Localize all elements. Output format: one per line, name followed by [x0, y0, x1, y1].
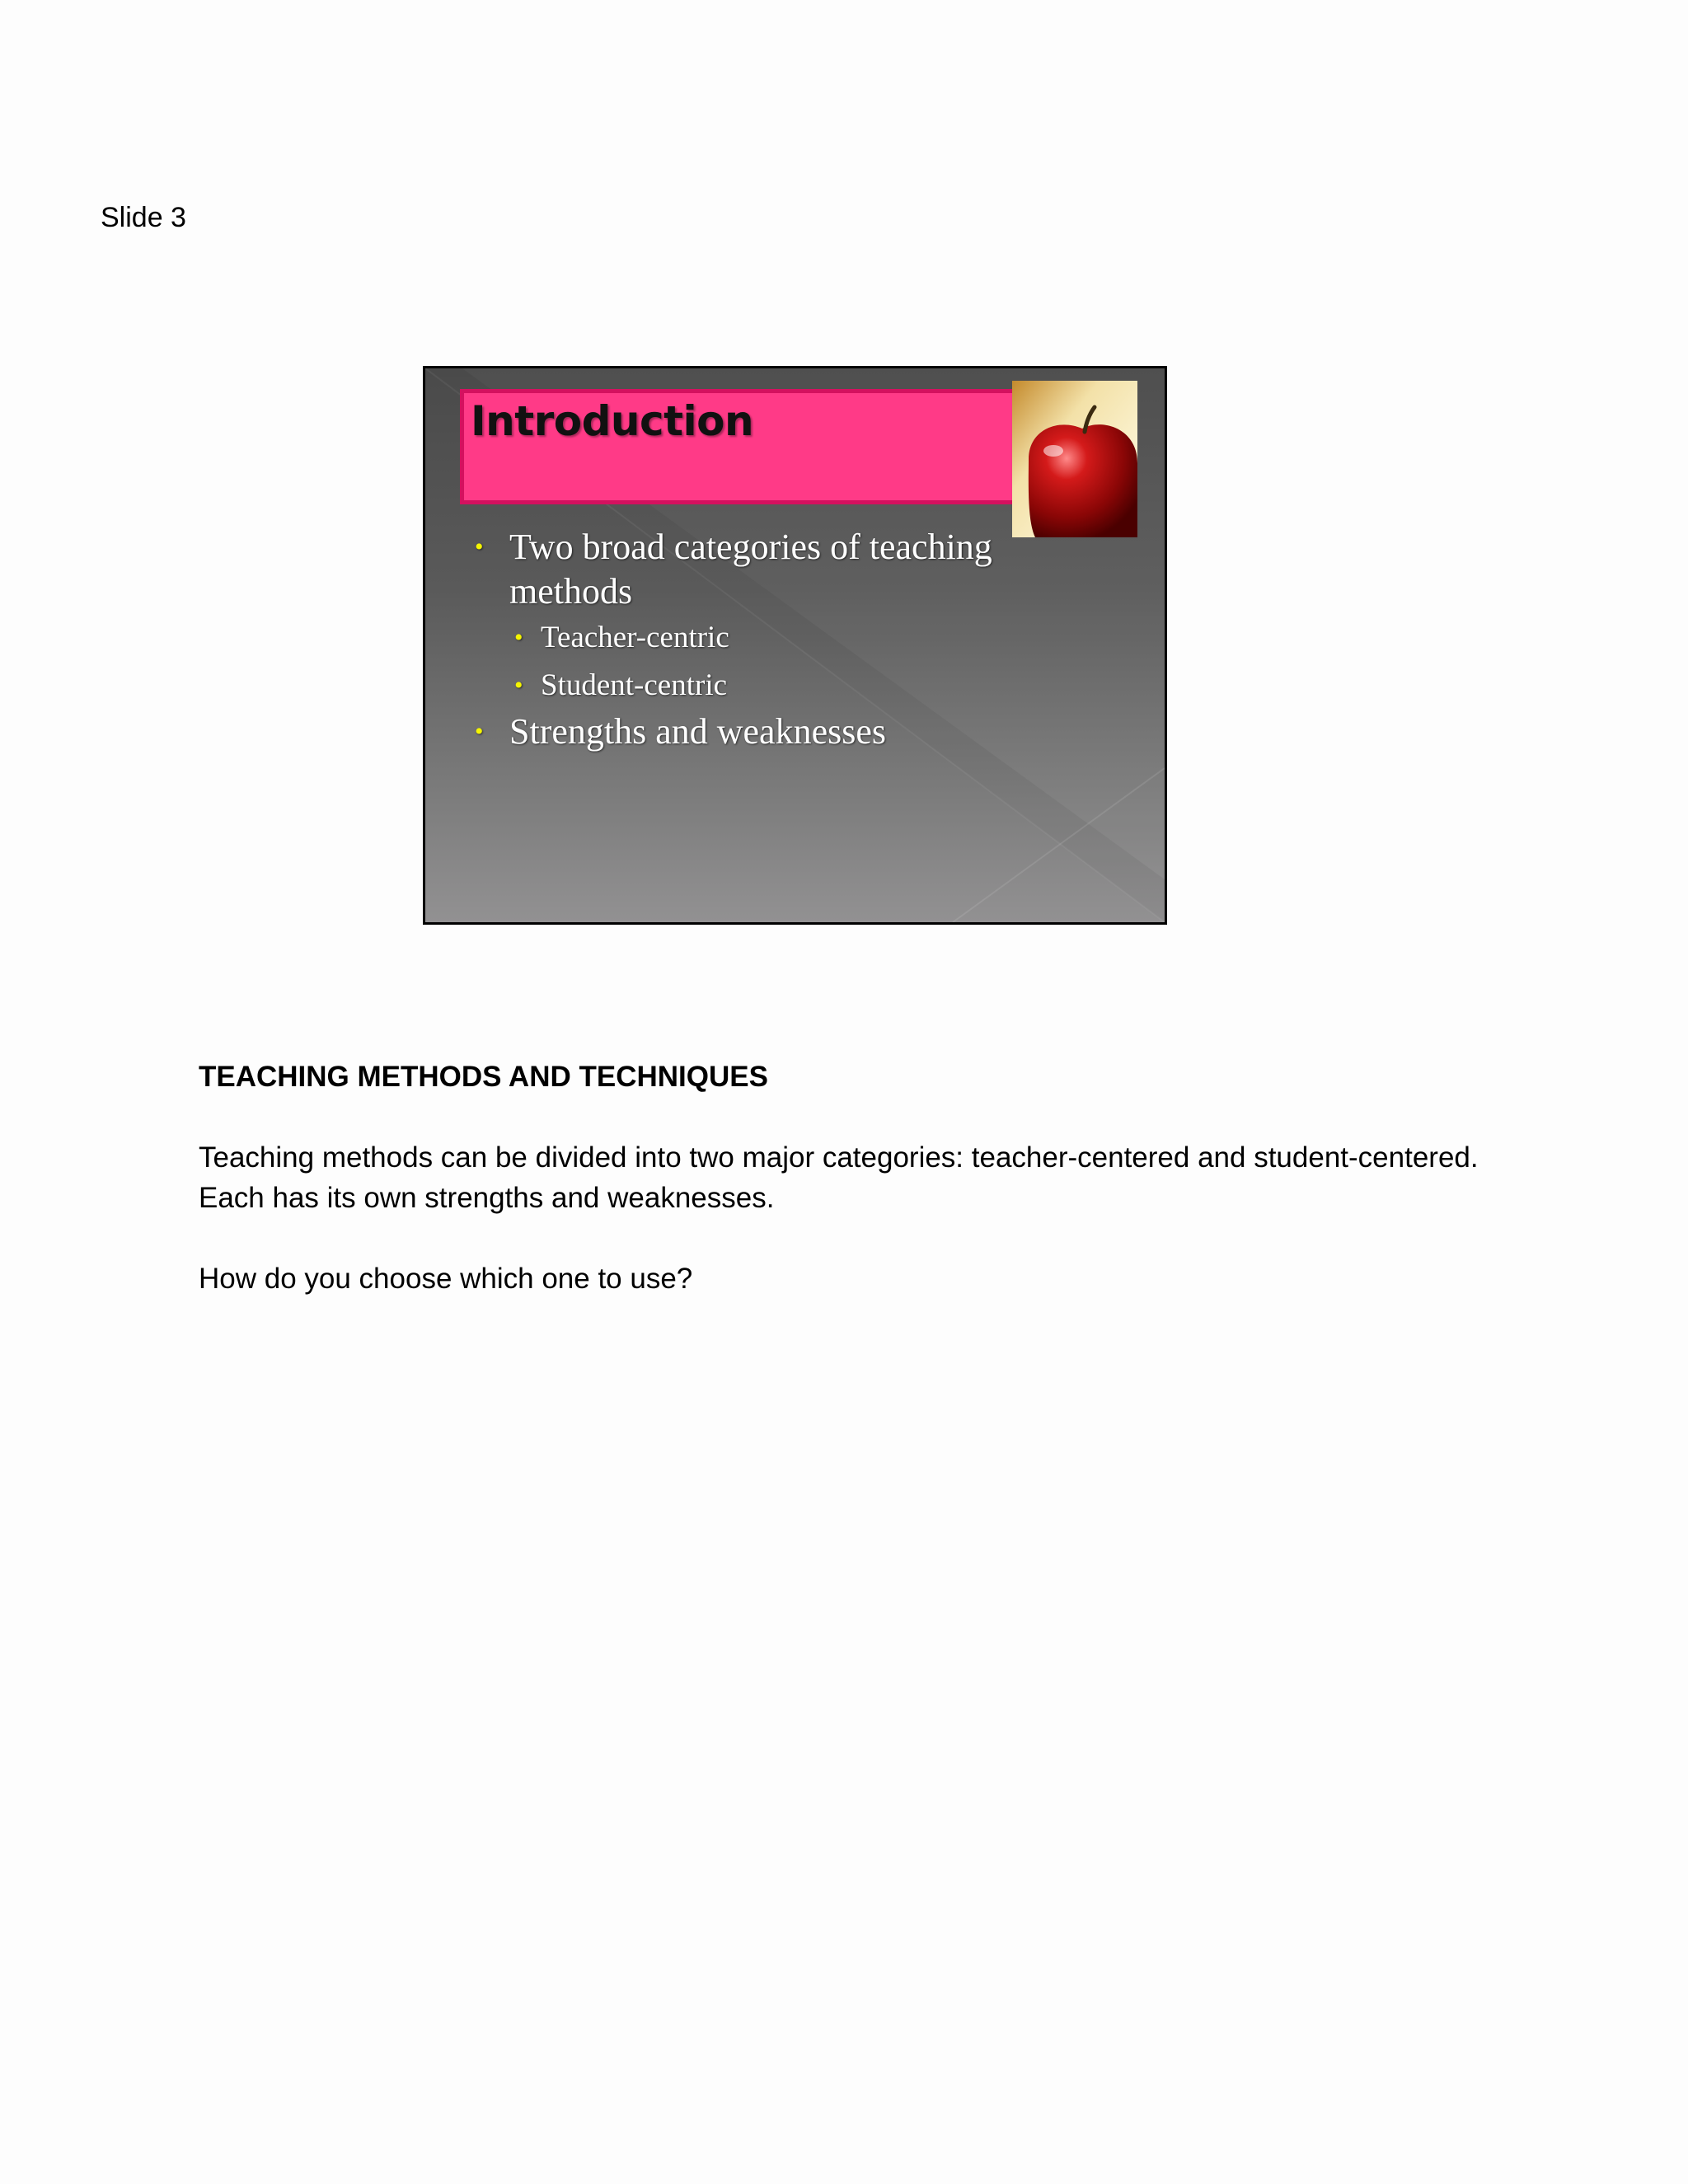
sub-bullet-text: Student-centric — [541, 668, 728, 702]
bullet-item — [467, 710, 1060, 754]
slide-number-label: Slide 3 — [101, 202, 186, 233]
notes-question: How do you choose which one to use? — [199, 1263, 693, 1295]
sub-bullet-text: Teacher-centric — [541, 621, 729, 654]
speaker-notes — [199, 1057, 1484, 1339]
bullet-text: Two broad categories of teaching methods — [509, 527, 992, 612]
notes-heading: TEACHING METHODS AND TECHNIQUES — [199, 1061, 768, 1093]
bullet-dot-icon: • — [514, 624, 523, 651]
slide-title: Introduction — [471, 397, 754, 445]
bullet-item — [467, 525, 1060, 614]
bullet-dot-icon: • — [514, 672, 523, 699]
sub-bullet-item — [467, 662, 1060, 710]
slide-bullet-list — [467, 525, 1060, 754]
slide-thumbnail — [423, 366, 1167, 925]
bullet-dot-icon: • — [475, 718, 484, 745]
sub-bullet-item — [467, 614, 1060, 662]
bullet-dot-icon: • — [475, 533, 484, 560]
apple-image — [1012, 381, 1137, 537]
notes-paragraph: Teaching methods can be divided into two major categories: teacher-centered and student-centered. Each has its own strengths and weaknesses. — [199, 1141, 1479, 1214]
bullet-text: Strengths and weaknesses — [509, 711, 887, 752]
